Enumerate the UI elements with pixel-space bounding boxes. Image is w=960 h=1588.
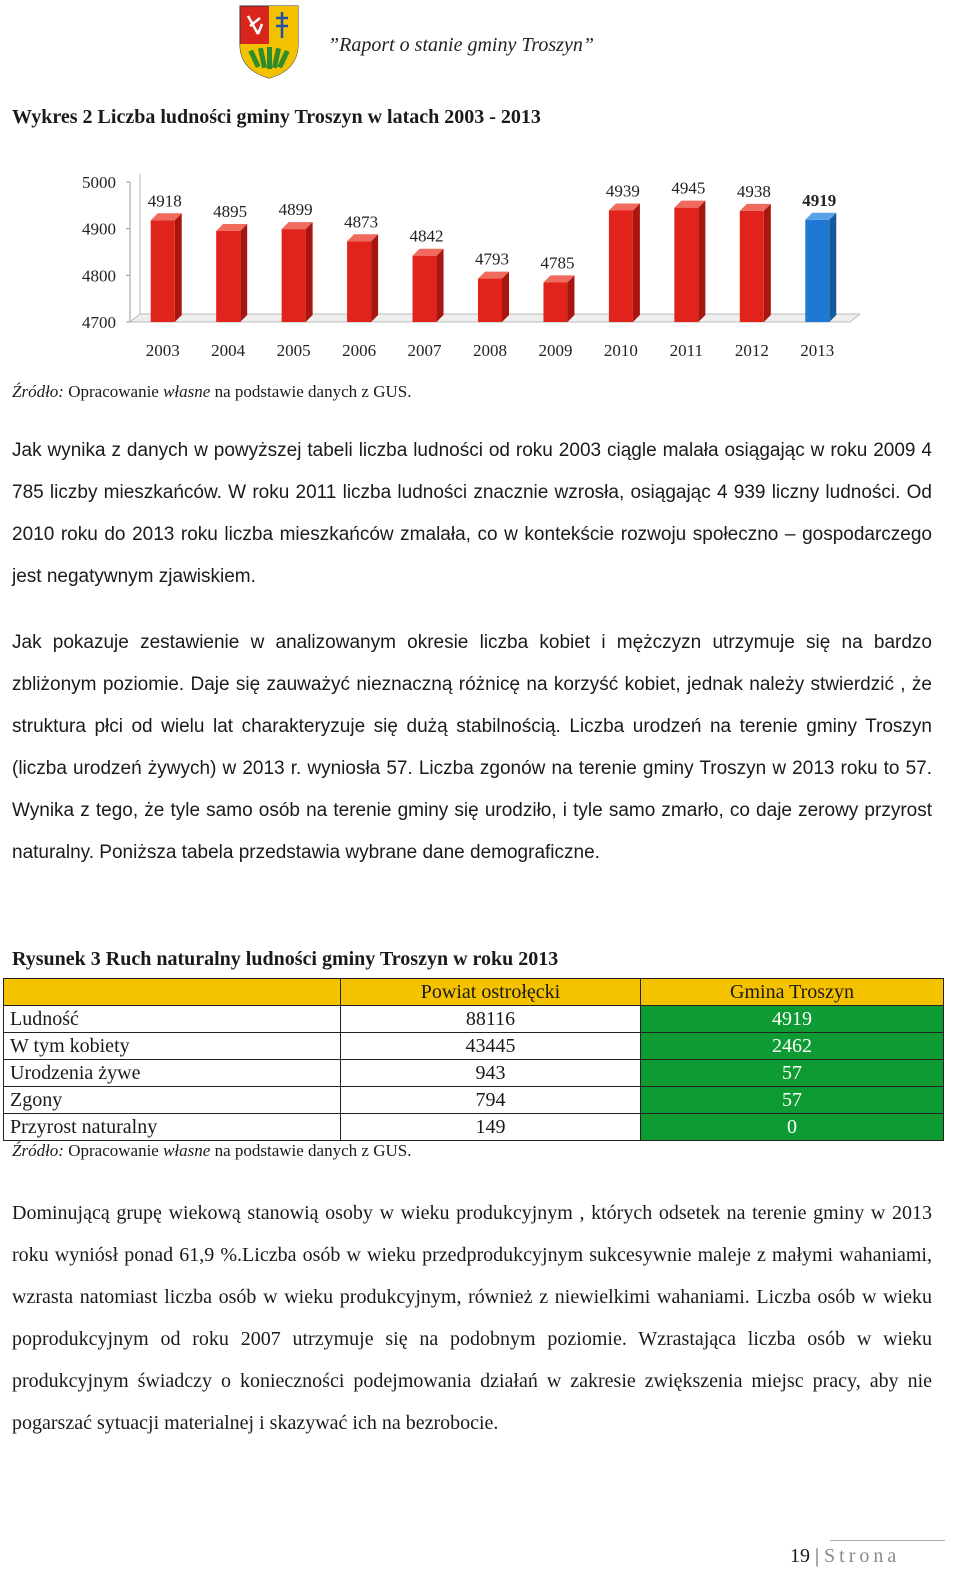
bar <box>478 279 502 322</box>
x-tick-label: 2012 <box>734 341 769 360</box>
y-tick-label: 5000 <box>82 173 116 192</box>
bar-side <box>240 224 247 322</box>
x-tick-label: 2009 <box>538 341 573 360</box>
powiat-value: 943 <box>341 1060 641 1087</box>
bar-value-label: 4899 <box>278 200 313 220</box>
footer-separator: | <box>815 1545 820 1567</box>
chart-caption: Wykres 2 Liczba ludności gminy Troszyn w latach 2003 - 2013 <box>12 106 541 128</box>
table-header-blank <box>4 979 341 1006</box>
footer-word: Strona <box>824 1545 901 1567</box>
powiat-value: 149 <box>341 1114 641 1141</box>
bar-side <box>633 203 640 322</box>
bar <box>216 231 240 322</box>
row-label: W tym kobiety <box>4 1033 341 1060</box>
row-label: Ludność <box>4 1006 341 1033</box>
table-header-powiat: Powiat ostrołęcki <box>341 979 641 1006</box>
report-header-title: ”Raport o stanie gminy Troszyn” <box>328 34 594 56</box>
x-tick-label: 2005 <box>276 341 311 360</box>
bar-side <box>829 213 836 322</box>
source-text: Opracowanie <box>63 382 164 401</box>
bar-side <box>175 213 182 322</box>
row-label: Urodzenia żywe <box>4 1060 341 1087</box>
demographics-table <box>3 978 944 1141</box>
source-prefix: Źródło: <box>12 382 64 401</box>
powiat-value: 794 <box>341 1087 641 1114</box>
x-tick-label: 2010 <box>603 341 638 360</box>
x-tick-label: 2008 <box>473 341 507 360</box>
table-row <box>4 1033 944 1060</box>
bar-value-label: 4842 <box>409 226 444 246</box>
table-row <box>4 1006 944 1033</box>
source-text-end: na podstawie danych z GUS. <box>210 382 412 401</box>
bar-value-label: 4895 <box>213 202 248 221</box>
bar-value-label: 4919 <box>802 190 837 210</box>
bar-value-label: 4873 <box>344 212 379 232</box>
x-tick-label: 2006 <box>342 341 377 360</box>
bar <box>740 211 764 322</box>
y-tick-label: 4700 <box>82 313 116 332</box>
table-row <box>4 1060 944 1087</box>
bar <box>805 220 829 322</box>
bar-side <box>764 204 771 322</box>
bar <box>282 229 306 322</box>
gmina-value: 2462 <box>641 1033 944 1060</box>
gmina-value: 57 <box>641 1087 944 1114</box>
source-prefix: Źródło: <box>12 1141 64 1160</box>
table-caption: Rysunek 3 Ruch naturalny ludności gminy Troszyn w roku 2013 <box>12 948 559 970</box>
x-tick-label: 2003 <box>145 341 180 360</box>
bar <box>347 241 371 322</box>
bar <box>543 282 567 322</box>
powiat-value: 43445 <box>341 1033 641 1060</box>
page-footer <box>790 1545 900 1568</box>
row-label: Przyrost naturalny <box>4 1114 341 1141</box>
population-bar-chart <box>60 160 860 370</box>
bar-side <box>306 222 313 322</box>
bar-value-label: 4918 <box>147 191 182 211</box>
y-tick-label: 4800 <box>82 266 116 286</box>
bar-value-label: 4938 <box>736 181 771 201</box>
gmina-value: 0 <box>641 1114 944 1141</box>
x-tick-label: 2013 <box>800 341 835 360</box>
bar-value-label: 4945 <box>671 178 706 198</box>
table-row <box>4 1087 944 1114</box>
x-tick-label: 2011 <box>669 341 704 360</box>
x-tick-label: 2004 <box>211 341 246 360</box>
bar <box>413 256 437 322</box>
source-emphasis: własne <box>163 1141 211 1160</box>
paragraph-age-structure: Dominującą grupę wiekową stanowią osoby w wieku produkcyjnym , których odsetek na terenie gminy w 2013 roku wyniósł ponad 61,9 %.Liczba osób w wieku przedprodukcyjnym sukcesywnie maleje z małymi wahaniami, wzrasta natomiast liczba osób w wieku produkcyjnym, również z niewielkimi wahaniami. Liczba osób w wieku poprodukcyjnym od roku 2007 utrzymuje się na podobnym poziomie. Wzrastająca liczba osób w wieku produkcyjnym świadczy o konieczności podejmowania działań w zakresie zwiększenia miejsc pracy, aby nie pogarszać sytuacji materialnej i skazywać ich na bezrobocie. <box>12 1202 932 1434</box>
source-text-end: na podstawie danych z GUS. <box>210 1141 412 1160</box>
source-emphasis: własne <box>163 382 211 401</box>
paragraph-gender-structure: Jak pokazuje zestawienie w analizowanym okresie liczba kobiet i mężczyzn utrzymuje się na bardzo zbliżonym poziomie. Daje się zauważyć nieznaczną różnicę na korzyść kobiet, jednak należy stwierdzić , że struktura płci od wielu lat charakteryzuje się dużą stabilnością. Liczba urodzeń na terenie gminy Troszyn (liczba urodzeń żywych) w 2013 r. wyniosła 57. Liczba zgonów na terenie gminy Troszyn w 2013 roku to 57. Wynika z tego, że tyle samo osób na terenie gminy się urodziło, i tyle samo zmarło, co daje zerowy przyrost naturalny. Poniższa tabela przedstawia wybrane dane demograficzne. <box>12 632 932 863</box>
table-row <box>4 1114 944 1141</box>
page-number: 19 <box>790 1545 810 1567</box>
bar-side <box>437 249 444 322</box>
row-label: Zgony <box>4 1087 341 1114</box>
bar-side <box>567 275 574 322</box>
gmina-value: 4919 <box>641 1006 944 1033</box>
bar-value-label: 4785 <box>540 253 575 273</box>
table-header-gmina: Gmina Troszyn <box>641 979 944 1006</box>
powiat-value: 88116 <box>341 1006 641 1033</box>
x-tick-label: 2007 <box>407 341 442 360</box>
table-header-row <box>4 979 944 1006</box>
bar-side <box>502 272 509 322</box>
paragraph-population-trend: Jak wynika z danych w powyższej tabeli liczba ludności od roku 2003 ciągle malała osiągając w roku 2009 4 785 liczby mieszkańców. W roku 2011 liczba ludności znacznie wzrosła, osiągając 4 939 liczny ludności. Od 2010 roku do 2013 roku liczba mieszkańców zmalała, co w kontekście rozwoju społeczno – gospodarczego jest negatywnym zjawiskiem. <box>12 440 932 587</box>
bar-value-label: 4939 <box>605 181 640 201</box>
bar <box>674 208 698 322</box>
gmina-value: 57 <box>641 1060 944 1087</box>
source-text: Opracowanie <box>63 1141 164 1160</box>
footer-divider <box>830 1540 945 1541</box>
bar-side <box>698 201 705 322</box>
bar-side <box>371 234 378 322</box>
chart-source-note <box>12 382 411 402</box>
table-source-note <box>12 1141 411 1161</box>
bar <box>151 220 175 322</box>
y-tick-label: 4900 <box>82 219 116 239</box>
bar <box>609 210 633 322</box>
bar-value-label: 4793 <box>475 249 509 269</box>
coat-of-arms-icon <box>238 4 300 80</box>
